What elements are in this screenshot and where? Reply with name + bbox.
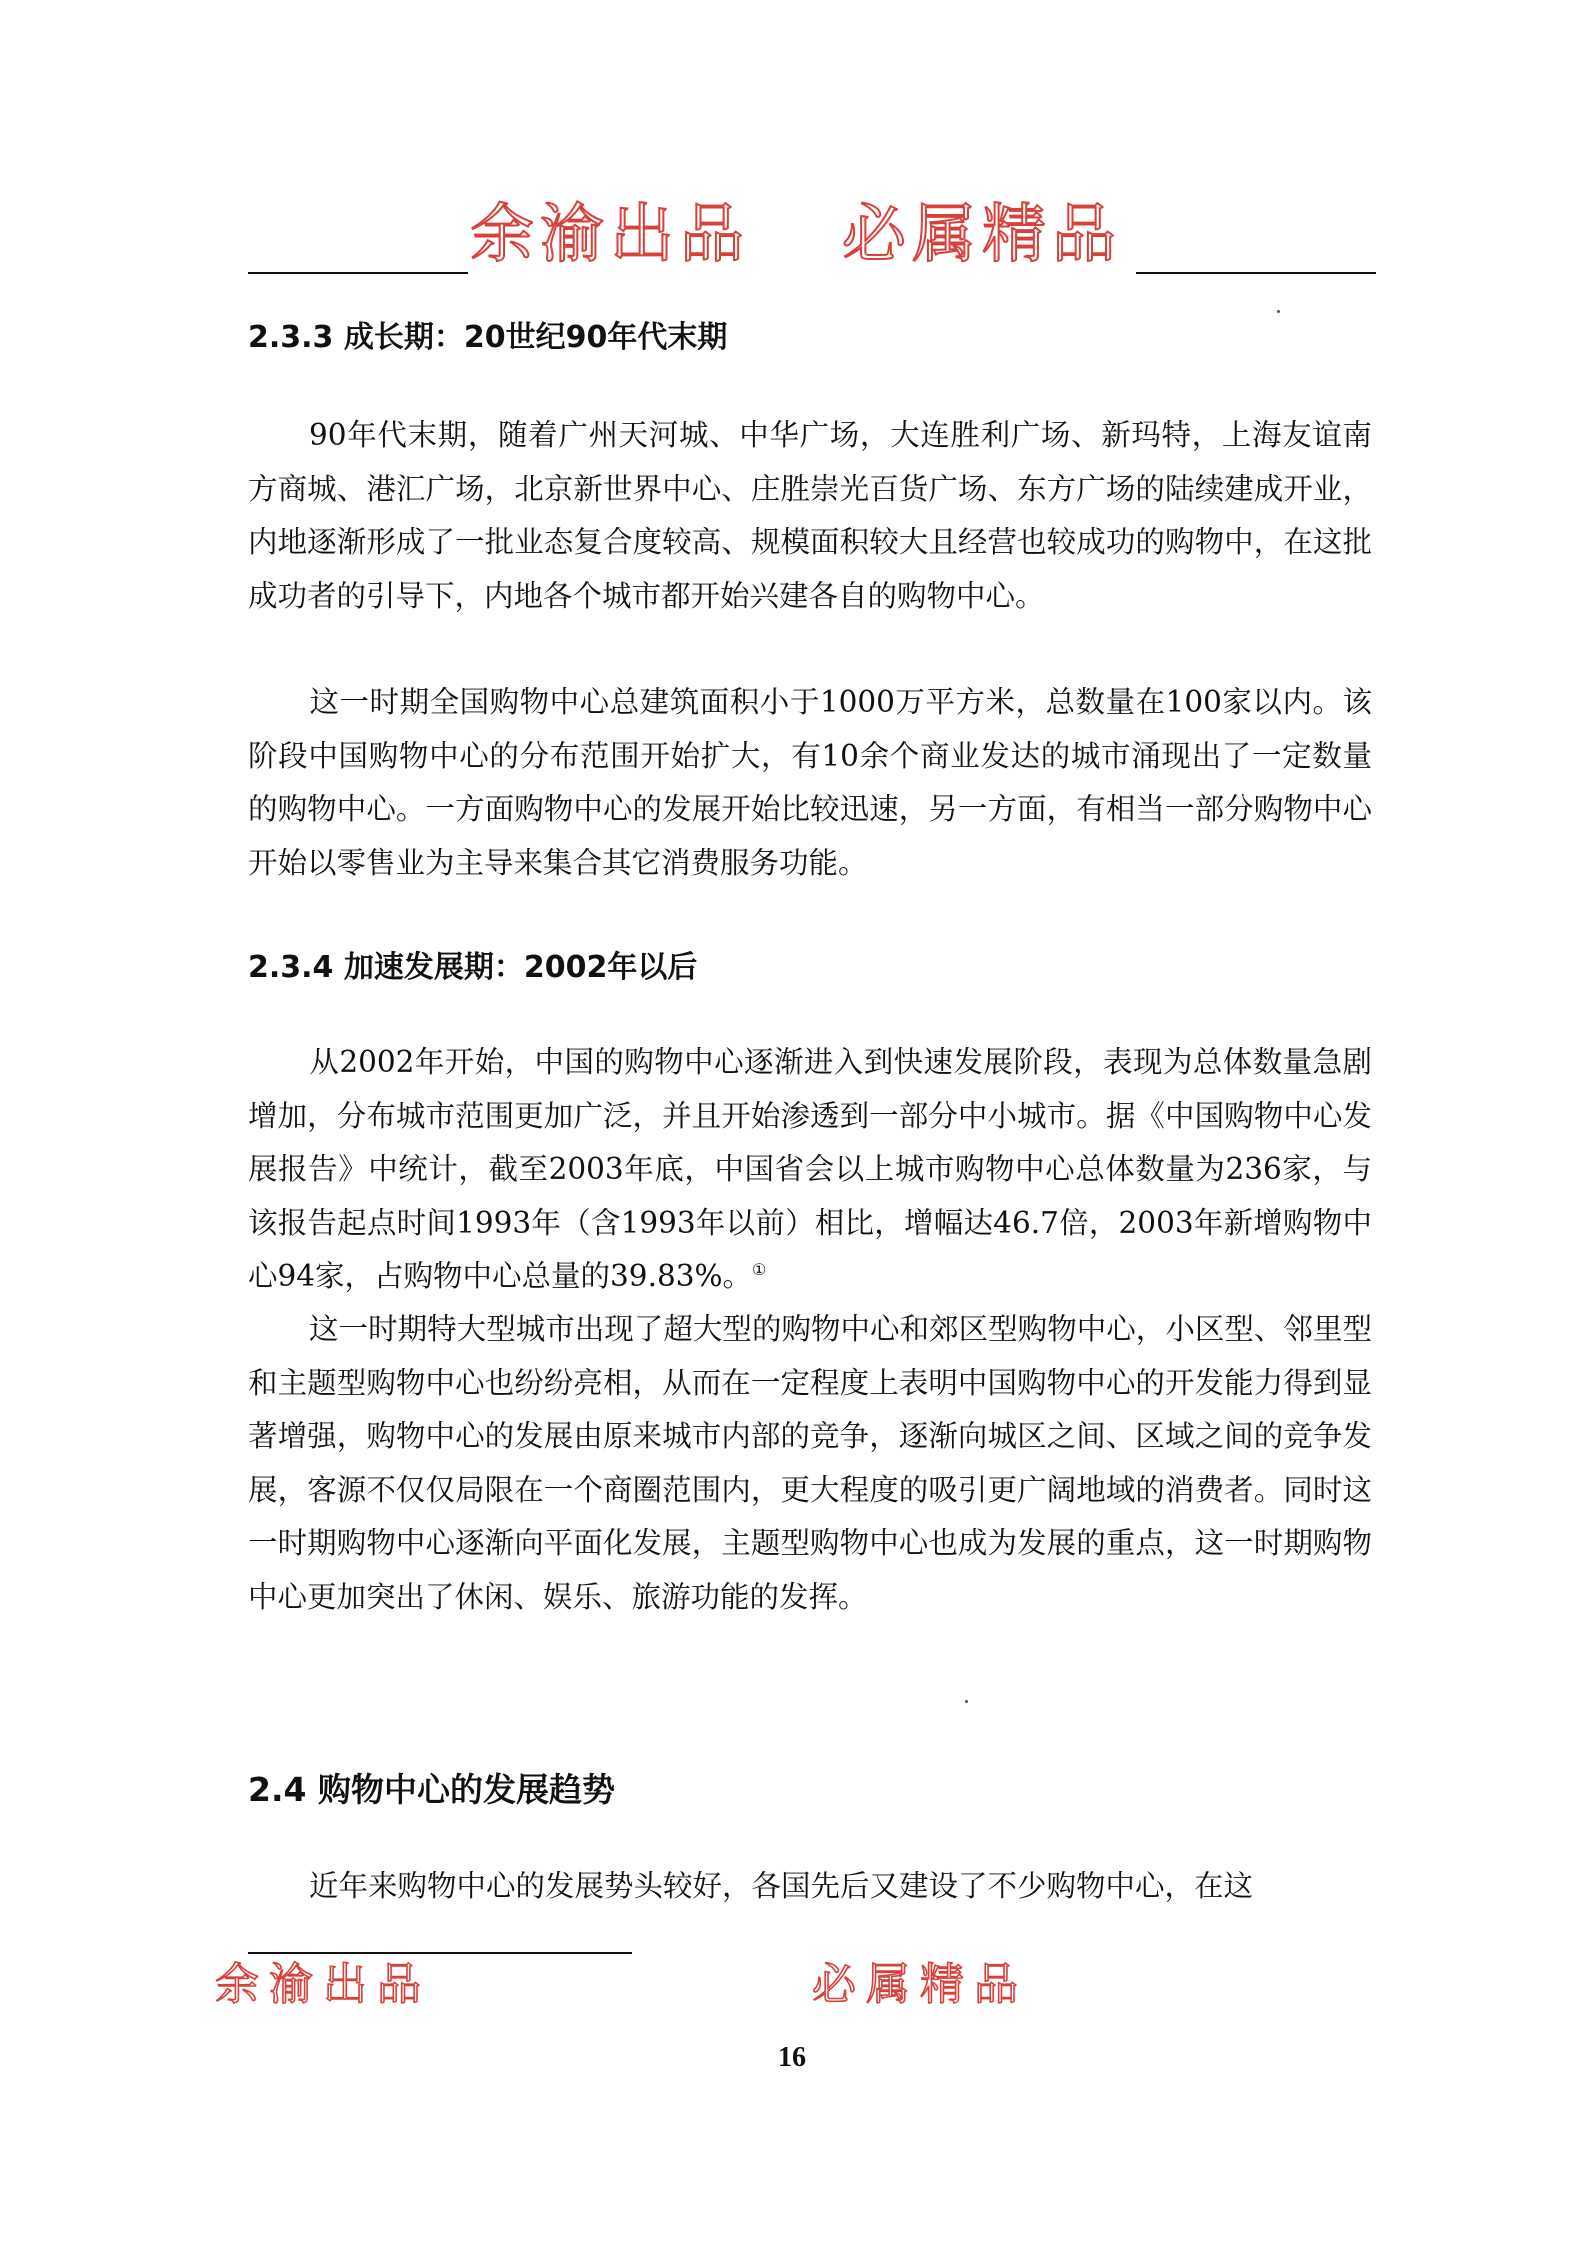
header-rule-right <box>1136 272 1376 274</box>
watermark-bottom-right: 必属精品 <box>812 1959 1028 2010</box>
watermark-top-left: 余渝出品 <box>470 198 750 272</box>
footnote-marker: ① <box>752 1260 767 1280</box>
page-number: 16 <box>778 2042 806 2073</box>
paragraph: 这一时期特大型城市出现了超大型的购物中心和郊区型购物中心，小区型、邻里型和主题型购物中心也纷纷亮相，从而在一定程度上表明中国购物中心的开发能力得到显著增强，购物中心的发展由原来城市内部的竞争，逐渐向城区之间、区域之间的竞争发展，客源不仅仅局限在一个商圈范围内，更大程度的吸引更广阔地域的消费者。同时这一时期购物中心逐渐向平面化发展，主题型购物中心也成为发展的重点，这一时期购物中心更加突出了休闲、娱乐、旅游功能的发挥。 <box>248 1312 1372 1614</box>
footnote-rule <box>248 1952 632 1954</box>
watermark-top-right: 必属精品 <box>842 198 1122 272</box>
scan-speck <box>965 1700 968 1703</box>
scan-speck <box>1277 310 1280 313</box>
watermark-bottom-left: 余渝出品 <box>215 1959 431 2010</box>
paragraph: 这一时期全国购物中心总建筑面积小于1000万平方米，总数量在100家以内。该阶段中国购物中心的分布范围开始扩大，有10余个商业发达的城市涌现出了一定数量的购物中心。一方面购物中心的发展开始比较迅速，另一方面，有相当一部分购物中心开始以零售业为主导来集合其它消费服务功能。 <box>248 685 1372 880</box>
paragraph: 近年来购物中心的发展势头较好，各国先后又建设了不少购物中心，在这 <box>309 1869 1254 1903</box>
section-heading-2-3-3: 2.3.3 成长期：20世纪90年代末期 <box>248 320 728 355</box>
paragraph: 从2002年开始，中国的购物中心逐渐进入到快速发展阶段，表现为总体数量急剧增加，分布城市范围更加广泛，并且开始渗透到一部分中小城市。据《中国购物中心发展报告》中统计，截至2003年底，中国省会以上城市购物中心总体数量为236家，与该报告起点时间1993年（含1993年以前）相比，增幅达46.7倍，2003年新增购物中心94家，占购物中心总量的39.83%。① <box>248 1045 1372 1293</box>
section-heading-2-3-4: 2.3.4 加速发展期：2002年以后 <box>248 950 698 985</box>
header-rule-left <box>248 272 468 274</box>
section-heading-2-4: 2.4 购物中心的发展趋势 <box>248 1770 615 1809</box>
paragraph: 90年代末期，随着广州天河城、中华广场，大连胜利广场、新玛特，上海友谊南方商城、港汇广场，北京新世界中心、庄胜崇光百货广场、东方广场的陆续建成开业，内地逐渐形成了一批业态复合度较高、规模面积较大且经营也较成功的购物中，在这批成功者的引导下，内地各个城市都开始兴建各自的购物中心。 <box>248 418 1372 613</box>
